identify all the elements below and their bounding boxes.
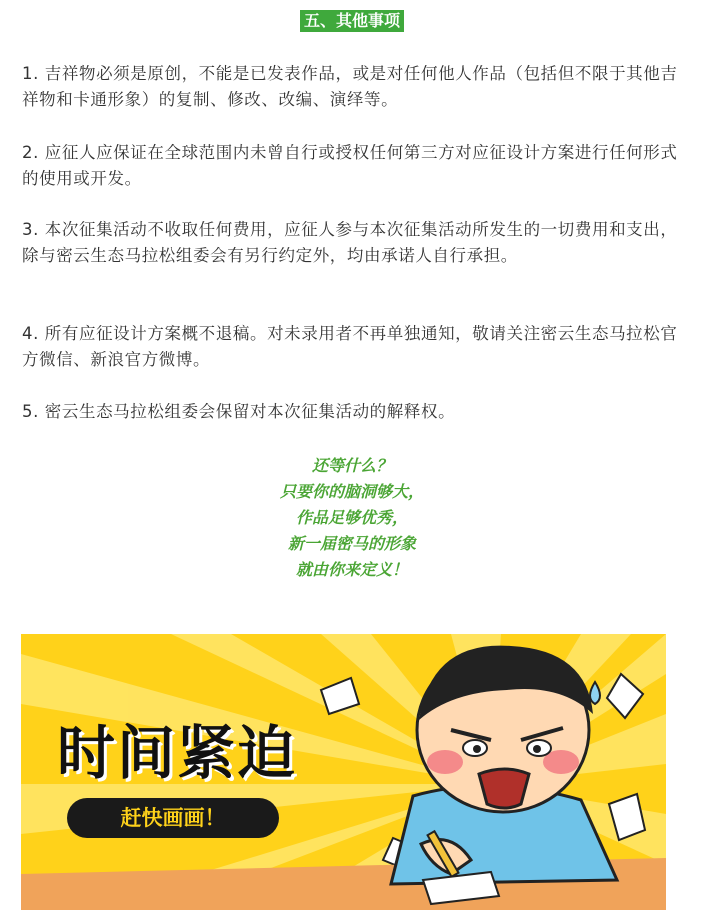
- slogan-line-5: 就由你来定义！: [295, 560, 408, 579]
- section-heading: 五、其他事项: [300, 10, 404, 32]
- section-heading-wrap: [0, 10, 704, 32]
- slogan-line-3: 作品足够优秀，: [295, 508, 408, 527]
- rule-item-3: 3. 本次征集活动不收取任何费用，应征人参与本次征集活动所发生的一切费用和支出，除与密云生态马拉松组委会有另行约定外，均由承诺人自行承担。: [22, 220, 678, 265]
- rule-item-5: 5. 密云生态马拉松组委会保留对本次征集活动的解释权。: [22, 402, 456, 421]
- slogan-line-4: 新一届密马的形象: [287, 534, 416, 553]
- slogan-line-2: 只要你的脑洞够大，: [279, 482, 424, 501]
- rule-item-1: 1. 吉祥物必须是原创，不能是已发表作品，或是对任何他人作品（包括但不限于其他吉祥物和卡通形象）的复制、修改、改编、演绎等。: [22, 64, 678, 109]
- banner-callout: 赶快画画！: [67, 798, 279, 838]
- boy-mouth: [479, 769, 529, 808]
- deadline-banner: [21, 634, 666, 910]
- slogan-line-1: 还等什么？: [311, 456, 392, 475]
- rule-item-4: 4. 所有应征设计方案概不退稿。对未录用者不再单独通知，敬请关注密云生态马拉松官方微信、新浪官方微博。: [22, 324, 678, 369]
- banner-title: 时间紧迫: [57, 719, 298, 787]
- rule-item-2: 2. 应征人应保证在全球范围内未曾自行或授权任何第三方对应征设计方案进行任何形式的使用或开发。: [22, 143, 678, 188]
- slogan-block: [0, 453, 704, 583]
